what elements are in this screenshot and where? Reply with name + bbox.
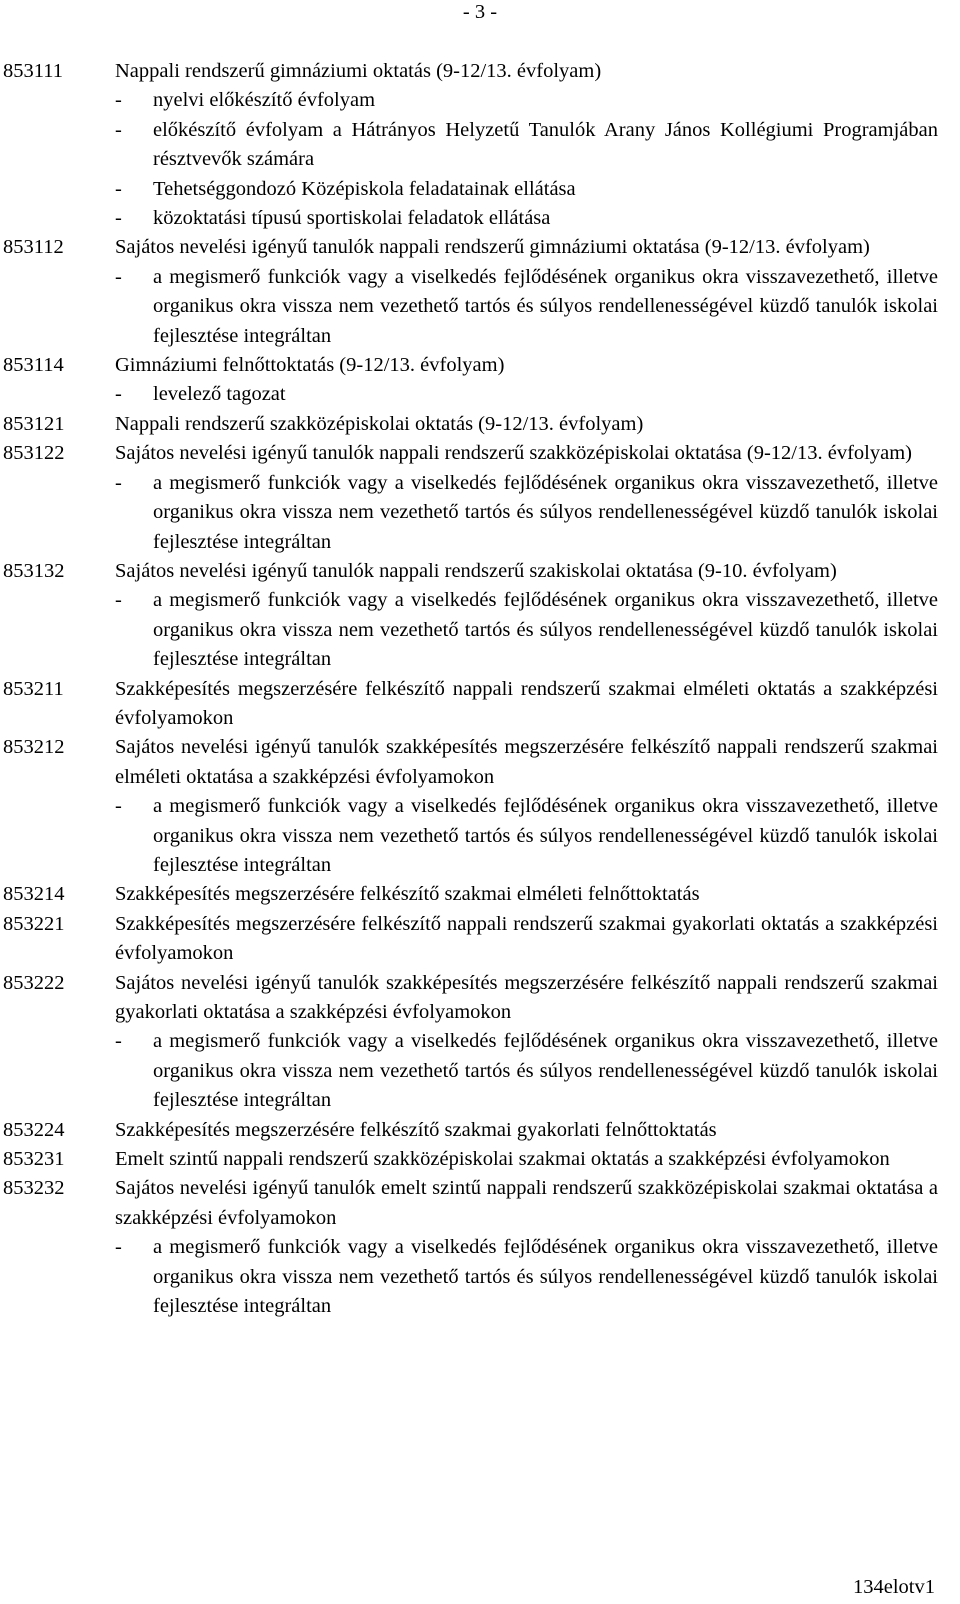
activity-body — [115, 1116, 938, 1145]
activity-code: 853121 — [3, 412, 65, 435]
activity-subitem-text: a megismerő funkciók vagy a viselkedés fejlődésének organikus okra visszavezethető, illetve organikus okra vissza nem vezethető tartós és súlyos rendellenességével küzdő tanulók iskolai fejlesztése integráltan — [153, 471, 938, 553]
activity-subitem — [115, 1027, 938, 1115]
activity-code: 853212 — [3, 736, 65, 759]
activity-subitem-text: közoktatási típusú sportiskolai feladatok ellátása — [153, 207, 551, 230]
activity-subitem-text: Tehetséggondozó Középiskola feladatainak ellátása — [153, 177, 576, 200]
activity-title: Szakképesítés megszerzésére felkészítő nappali rendszerű szakmai elméleti oktatás a szakképzési évfolyamokon — [115, 677, 938, 729]
activity-entry — [3, 1174, 938, 1321]
list-dash-marker: - — [115, 118, 122, 141]
activity-code: 853211 — [3, 677, 64, 700]
activity-title: Szakképesítés megszerzésére felkészítő szakmai elméleti felnőttoktatás — [115, 883, 700, 906]
activity-code: 853231 — [3, 1148, 65, 1171]
activity-body — [115, 969, 938, 1116]
activity-subitem — [115, 175, 938, 204]
activity-subitem — [115, 204, 938, 233]
list-dash-marker: - — [115, 1030, 122, 1053]
activity-body — [115, 439, 938, 557]
activity-subitem-text: a megismerő funkciók vagy a viselkedés fejlődésének organikus okra visszavezethető, illetve organikus okra vissza nem vezethető tartós és súlyos rendellenességével küzdő tanulók iskolai fejlesztése integráltan — [153, 589, 938, 671]
activity-entry — [3, 880, 938, 909]
activity-entry — [3, 733, 938, 880]
activity-entry — [3, 57, 938, 233]
activity-title: Nappali rendszerű szakközépiskolai oktatás (9-12/13. évfolyam) — [115, 412, 644, 435]
activity-subitem — [115, 586, 938, 674]
activity-body — [115, 733, 938, 880]
activity-subitem-text: a megismerő funkciók vagy a viselkedés fejlődésének organikus okra visszavezethető, illetve organikus okra vissza nem vezethető tartós és súlyos rendellenességével küzdő tanulók iskolai fejlesztése integráltan — [153, 795, 938, 876]
activity-code: 853132 — [3, 559, 65, 582]
activity-code: 853232 — [3, 1177, 65, 1200]
list-dash-marker: - — [115, 265, 122, 288]
activity-subitem — [115, 469, 938, 557]
activity-code: 853114 — [3, 354, 64, 377]
list-dash-marker: - — [115, 589, 122, 612]
activity-body — [115, 1145, 938, 1174]
activity-subitem-text: nyelvi előkészítő évfolyam — [153, 89, 376, 112]
document-footer-id: 134elotv1 — [853, 1576, 935, 1598]
activity-subitem-text: a megismerő funkciók vagy a viselkedés fejlődésének organikus okra visszavezethető, illetve organikus okra vissza nem vezethető tartós és súlyos rendellenességével küzdő tanulók iskolai fejlesztése integráltan — [153, 265, 938, 347]
activity-code: 853222 — [3, 971, 65, 994]
activity-entry — [3, 675, 938, 734]
list-dash-marker: - — [115, 89, 122, 112]
activity-title: Sajátos nevelési igényű tanulók nappali rendszerű szakiskolai oktatása (9-10. évfolyam) — [115, 559, 837, 582]
activity-code: 853122 — [3, 442, 65, 465]
activity-subitem-text: a megismerő funkciók vagy a viselkedés fejlődésének organikus okra visszavezethető, illetve organikus okra vissza nem vezethető tartós és súlyos rendellenességével küzdő tanulók iskolai fejlesztése integráltan — [153, 1236, 938, 1318]
activity-subitem — [115, 792, 938, 880]
activity-entry — [3, 1116, 938, 1145]
activity-subitem-text: levelező tagozat — [153, 383, 286, 406]
activity-entry — [3, 557, 938, 675]
activity-body — [115, 557, 938, 675]
activity-entry — [3, 233, 938, 351]
activity-subitem — [115, 116, 938, 175]
list-dash-marker: - — [115, 177, 122, 200]
activity-code: 853111 — [3, 60, 63, 82]
activity-body — [115, 410, 938, 439]
activity-code: 853214 — [3, 883, 65, 906]
list-dash-marker: - — [115, 1236, 122, 1259]
activity-title: Szakképesítés megszerzésére felkészítő nappali rendszerű szakmai gyakorlati oktatás a szakképzési évfolyamokon — [115, 912, 938, 965]
activity-entry — [3, 969, 938, 1116]
activity-subitem — [115, 380, 938, 409]
activity-title: Sajátos nevelési igényű tanulók emelt szintű nappali rendszerű szakközépiskolai szakmai oktatása a szakképzési évfolyamokon — [115, 1177, 938, 1229]
activity-body — [115, 57, 938, 233]
activity-code: 853112 — [3, 236, 64, 259]
page-number: - 3 - — [462, 1, 498, 23]
activity-subitem — [115, 1233, 938, 1321]
activity-body — [115, 351, 938, 410]
activity-title: Sajátos nevelési igényű tanulók nappali rendszerű gimnáziumi oktatása (9-12/13. évfolyam) — [115, 236, 870, 259]
activity-code-list — [3, 57, 938, 1321]
list-dash-marker: - — [115, 471, 122, 494]
activity-entry — [3, 910, 938, 969]
activity-title: Sajátos nevelési igényű tanulók szakképesítés megszerzésére felkészítő nappali rendszerű szakmai elméleti oktatása a szakképzési évfolyamokon — [115, 736, 938, 788]
list-dash-marker: - — [115, 795, 122, 818]
activity-subitem-text: a megismerő funkciók vagy a viselkedés fejlődésének organikus okra visszavezethető, illetve organikus okra vissza nem vezethető tartós és súlyos rendellenességével küzdő tanulók iskolai fejlesztése integráltan — [153, 1030, 938, 1112]
activity-code: 853221 — [3, 912, 65, 935]
activity-title: Sajátos nevelési igényű tanulók szakképesítés megszerzésére felkészítő nappali rendszerű szakmai gyakorlati oktatása a szakképzési évfolyamokon — [115, 971, 938, 1023]
activity-subitem — [115, 263, 938, 351]
activity-entry — [3, 351, 938, 410]
activity-subitem — [115, 86, 938, 115]
activity-title: Sajátos nevelési igényű tanulók nappali rendszerű szakközépiskolai oktatása (9-12/13. évfolyam) — [115, 442, 912, 465]
list-dash-marker: - — [115, 207, 122, 230]
activity-title: Gimnáziumi felnőttoktatás (9-12/13. évfolyam) — [115, 354, 505, 377]
activity-entry — [3, 410, 938, 439]
activity-body — [115, 233, 938, 351]
activity-body — [115, 1174, 938, 1321]
activity-body — [115, 880, 938, 909]
activity-entry — [3, 439, 938, 557]
activity-subitem-text: előkészítő évfolyam a Hátrányos Helyzetű Tanulók Arany János Kollégiumi Programjában résztvevők számára — [153, 118, 938, 171]
activity-title: Szakképesítés megszerzésére felkészítő szakmai gyakorlati felnőttoktatás — [115, 1118, 717, 1141]
activity-title: Emelt szintű nappali rendszerű szakközépiskolai szakmai oktatás a szakképzési évfolyamokon — [115, 1148, 890, 1171]
list-dash-marker: - — [115, 383, 122, 406]
activity-entry — [3, 1145, 938, 1174]
activity-title: Nappali rendszerű gimnáziumi oktatás (9-12/13. évfolyam) — [115, 60, 602, 82]
activity-body — [115, 910, 938, 969]
activity-body — [115, 675, 938, 734]
activity-code: 853224 — [3, 1118, 65, 1141]
